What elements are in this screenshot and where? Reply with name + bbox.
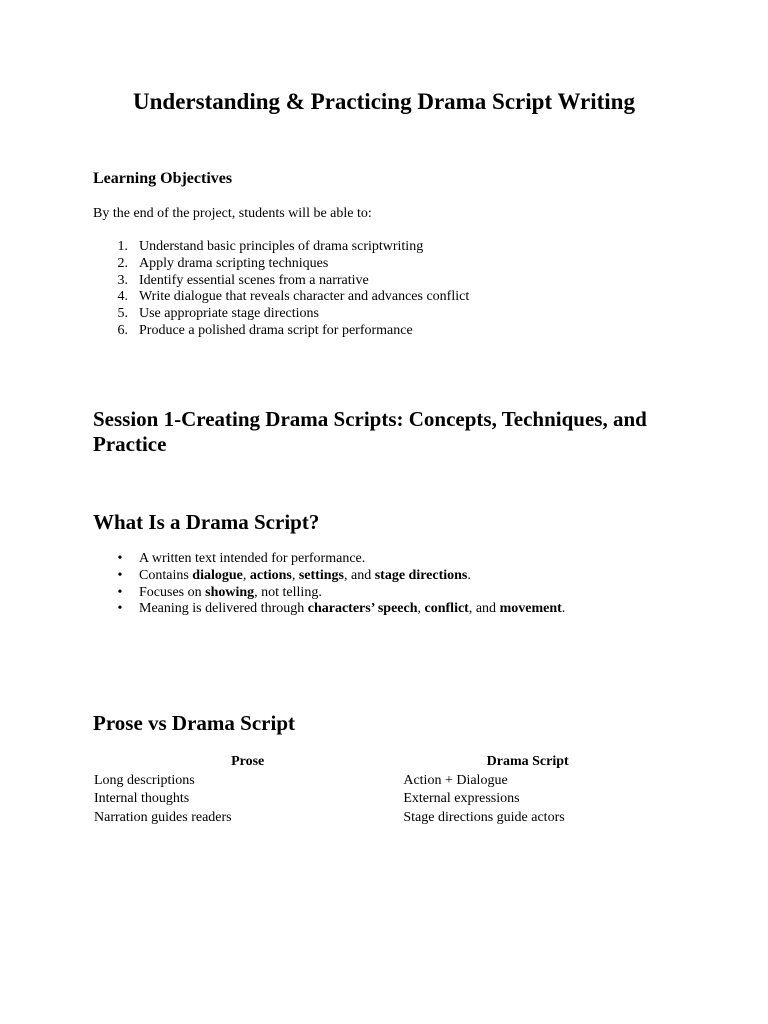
bold-text: conflict [424, 601, 469, 617]
bullet-text: , [242, 567, 250, 583]
bullet-glyph: • [117, 584, 123, 600]
bold-text: characters’ speech [307, 601, 418, 617]
bullet-text: , and [343, 567, 375, 583]
bullet-item [93, 551, 565, 568]
bullet-text: , [417, 601, 425, 617]
bullet-text: , and [468, 601, 500, 617]
bold-text: stage directions [374, 567, 468, 583]
bullet-item [93, 568, 565, 585]
bold-text: dialogue [192, 567, 243, 583]
bullet-item [93, 601, 565, 618]
list-item [93, 256, 469, 273]
bullet-text: Focuses on [139, 584, 206, 600]
list-item [93, 239, 469, 256]
list-item [93, 289, 469, 306]
list-item [93, 273, 469, 290]
list-number: 3. [117, 272, 128, 288]
table-header-row [93, 753, 653, 772]
learning-objectives-heading: Learning Objectives [93, 170, 233, 187]
list-item-text: Use appropriate stage directions [139, 306, 319, 322]
bullet-text: . [561, 601, 566, 617]
list-number: 6. [117, 322, 128, 338]
column-header-drama-script: Drama Script [486, 754, 569, 769]
table-cell: Internal thoughts [94, 791, 190, 806]
comparison-heading: Prose vs Drama Script [93, 711, 295, 735]
objectives-list [93, 239, 469, 340]
bold-text: actions [249, 567, 292, 583]
table-row [93, 790, 653, 809]
bullet-text: , not telling. [254, 584, 322, 600]
table-cell: Stage directions guide actors [403, 809, 565, 825]
what-is-bullet-list [93, 551, 565, 618]
bold-text: movement [499, 601, 562, 617]
list-number: 4. [117, 289, 128, 305]
bullet-glyph: • [117, 551, 123, 566]
bullet-text: . [467, 567, 471, 583]
list-number: 1. [117, 239, 128, 254]
list-item [93, 323, 469, 340]
bullet-text: Contains [139, 567, 193, 583]
list-item-text: Produce a polished drama script for performance [139, 322, 413, 338]
objectives-intro: By the end of the project, students will be able to: [93, 206, 372, 221]
list-item-text: Write dialogue that reveals character and advances conflict [139, 289, 470, 305]
list-number: 2. [117, 255, 128, 271]
bullet-glyph: • [117, 567, 123, 583]
page-title: Understanding & Practicing Drama Script Writing [133, 89, 635, 114]
column-header-prose: Prose [231, 754, 265, 769]
table-cell: External expressions [403, 791, 520, 806]
bullet-text: , [291, 567, 299, 583]
bullet-glyph: • [117, 601, 123, 617]
list-item-text: Identify essential scenes from a narrative [139, 272, 369, 288]
table-row [93, 772, 653, 791]
bullet-text: A written text intended for performance. [139, 551, 366, 566]
list-number: 5. [117, 306, 128, 322]
list-item-text: Understand basic principles of drama scriptwriting [139, 239, 424, 254]
table-cell: Long descriptions [94, 772, 195, 788]
session-heading: Session 1-Creating Drama Scripts: Concepts, Techniques, and Practice [93, 407, 647, 456]
table-cell: Action + Dialogue [403, 772, 508, 788]
comparison-table [93, 753, 653, 827]
list-item [93, 306, 469, 323]
table-cell: Narration guides readers [94, 809, 232, 825]
list-item-text: Apply drama scripting techniques [139, 255, 329, 271]
bold-text: settings [298, 567, 344, 583]
bullet-text: Meaning is delivered through [139, 601, 308, 617]
bold-text: showing [205, 584, 255, 600]
bullet-item [93, 585, 565, 602]
table-row [93, 809, 653, 828]
what-is-heading: What Is a Drama Script? [93, 510, 320, 534]
